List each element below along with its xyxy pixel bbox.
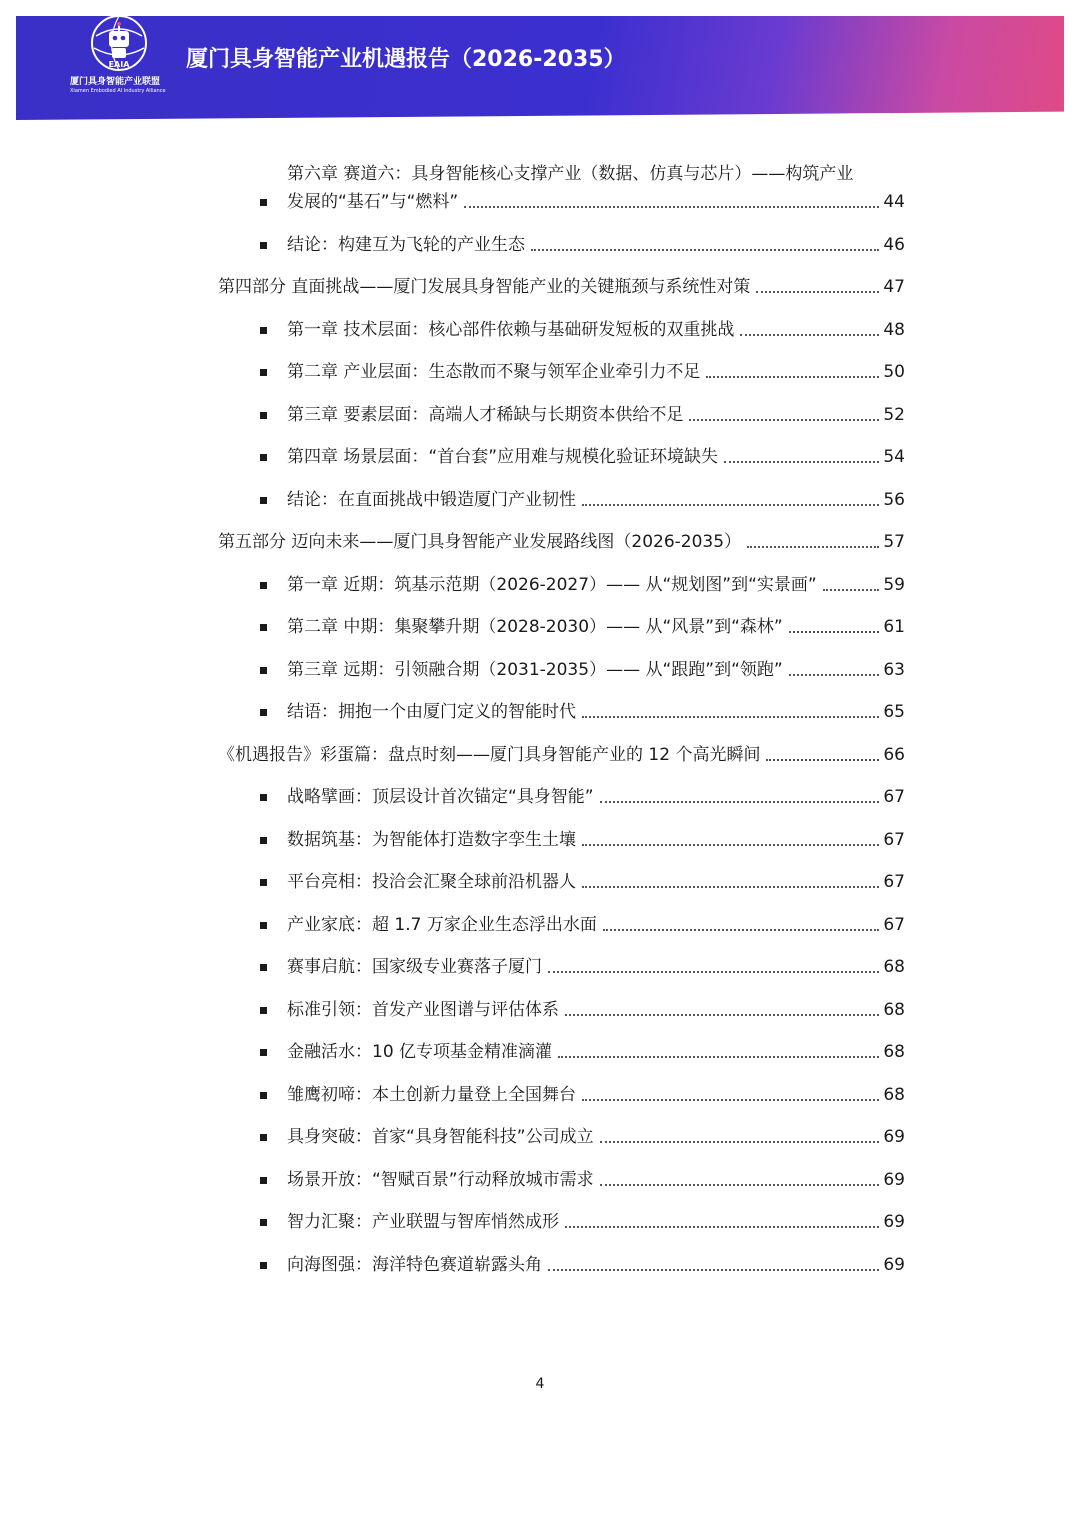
- toc-page-number: 52: [883, 404, 905, 425]
- toc-entry[interactable]: [218, 571, 905, 599]
- toc-entry[interactable]: [218, 1123, 905, 1151]
- toc-entry-title: 第二章 产业层面：生态散而不聚与领军企业牵引力不足: [287, 362, 701, 382]
- dot-leader: [724, 461, 879, 463]
- alliance-logo: [70, 14, 170, 104]
- toc-page-number: 67: [883, 914, 905, 935]
- toc-entry-title: 向海图强：海洋特色赛道崭露头角: [287, 1254, 542, 1275]
- bullet-icon: [260, 1177, 267, 1184]
- toc-page-number: 69: [883, 1212, 905, 1232]
- toc-page-number: 54: [883, 447, 905, 467]
- toc-entry[interactable]: [218, 1038, 905, 1066]
- bullet-icon: [260, 497, 267, 504]
- toc-entry-title: 第三章 远期：引领融合期（2031-2035）—— 从“跟跑”到“领跑”: [287, 659, 783, 680]
- toc-entry-title: 赛事启航：国家级专业赛落子厦门: [287, 957, 542, 977]
- toc-entry-title: 具身突破：首家“具身智能科技”公司成立: [287, 1127, 594, 1147]
- toc-entry-title: 第四部分 直面挑战——厦门发展具身智能产业的关键瓶颈与系统性对策: [218, 277, 751, 297]
- toc-page-number: 67: [883, 872, 905, 892]
- toc-entry[interactable]: [218, 1208, 905, 1236]
- toc-entry[interactable]: [218, 996, 905, 1024]
- toc-entry-title-line1: 第六章 赛道六：具身智能核心支撑产业（数据、仿真与芯片）——构筑产业: [287, 164, 854, 184]
- toc-page-number: 67: [883, 829, 905, 850]
- toc-entry[interactable]: [218, 358, 905, 386]
- bullet-icon: [260, 922, 267, 929]
- toc-entry-title: 第五部分 迈向未来——厦门具身智能产业发展路线图（2026-2035）: [218, 532, 742, 552]
- toc-page-number: 68: [883, 1042, 905, 1062]
- dot-leader: [600, 1141, 880, 1143]
- toc-entry-title: 智力汇聚：产业联盟与智库悄然成形: [287, 1212, 559, 1232]
- toc-page-number: 69: [883, 1169, 905, 1190]
- toc-page-number: 57: [883, 532, 905, 552]
- toc-entry-title: 第一章 近期：筑基示范期（2026-2027）—— 从“规划图”到“实景画”: [287, 574, 817, 595]
- dot-leader: [706, 376, 879, 378]
- toc-page-number: 63: [883, 659, 905, 680]
- toc-entry-title: 结语：拥抱一个由厦门定义的智能时代: [287, 702, 576, 722]
- toc-page-number: 48: [883, 319, 905, 340]
- alliance-name-en: Xiamen Embodied AI Industry Alliance: [70, 88, 166, 94]
- toc-entry[interactable]: [218, 316, 905, 344]
- dot-leader: [747, 546, 879, 548]
- toc-entry-title-line2: 发展的“基石”与“燃料”: [287, 192, 459, 212]
- toc-entry[interactable]: [218, 401, 905, 429]
- toc-entry-title: 第四章 场景层面：“首台套”应用难与规模化验证环境缺失: [287, 447, 719, 467]
- toc-part-entry[interactable]: [218, 528, 905, 556]
- bullet-icon: [260, 709, 267, 716]
- toc-page-number: 50: [883, 362, 905, 382]
- dot-leader: [689, 419, 879, 421]
- toc-page-number: 65: [883, 702, 905, 722]
- toc-entry-title: 战略擘画：顶层设计首次锚定“具身智能”: [287, 787, 594, 807]
- bullet-icon: [260, 1049, 267, 1056]
- toc-entry-title: 平台亮相：投洽会汇聚全球前沿机器人: [287, 872, 576, 892]
- toc-entry-title: 场景开放：“智赋百景”行动释放城市需求: [287, 1169, 594, 1190]
- toc-entry-title: 结论：在直面挑战中锻造厦门产业韧性: [287, 489, 576, 510]
- toc-entry[interactable]: [218, 486, 905, 514]
- toc-page-number: 56: [883, 489, 905, 510]
- bullet-icon: [260, 964, 267, 971]
- dot-leader: [789, 674, 880, 676]
- toc-page-number: 46: [883, 234, 905, 255]
- toc-entry[interactable]: [218, 1081, 905, 1109]
- bullet-icon: [260, 1262, 267, 1269]
- toc-page-number: 68: [883, 957, 905, 977]
- dot-leader: [548, 1269, 879, 1271]
- toc-entry[interactable]: [218, 231, 905, 259]
- dot-leader: [582, 504, 879, 506]
- logo-acronym: EAIA: [108, 60, 130, 69]
- toc-page-number: 69: [883, 1254, 905, 1275]
- dot-leader: [531, 249, 879, 251]
- toc-entry-title: 数据筑基：为智能体打造数字孪生土壤: [287, 829, 576, 850]
- toc-entry[interactable]: [218, 911, 905, 939]
- bullet-icon: [260, 327, 267, 334]
- toc-entry-title: 第三章 要素层面：高端人才稀缺与长期资本供给不足: [287, 404, 684, 425]
- bullet-icon: [260, 454, 267, 461]
- toc-part-entry[interactable]: [218, 741, 905, 769]
- toc-page-number: 61: [883, 617, 905, 637]
- page-number: 4: [535, 1376, 545, 1392]
- dot-leader: [603, 929, 880, 931]
- toc-entry-title: 标准引领：首发产业图谱与评估体系: [287, 999, 559, 1020]
- toc-entry[interactable]: [218, 656, 905, 684]
- dot-leader: [582, 844, 879, 846]
- bullet-icon: [260, 412, 267, 419]
- bullet-icon: [260, 1219, 267, 1226]
- toc-entry-title: 第一章 技术层面：核心部件依赖与基础研发短板的双重挑战: [287, 319, 735, 340]
- toc-page-number: 69: [883, 1127, 905, 1147]
- bullet-icon: [260, 624, 267, 631]
- dot-leader: [740, 334, 879, 336]
- bullet-icon: [260, 667, 267, 674]
- robot-globe-icon: [90, 14, 148, 72]
- dot-leader: [756, 291, 879, 293]
- toc-part-entry[interactable]: [218, 273, 905, 301]
- dot-leader: [565, 1226, 879, 1228]
- dot-leader: [823, 589, 880, 591]
- dot-leader: [548, 971, 879, 973]
- dot-leader: [565, 1014, 879, 1016]
- toc-entry[interactable]: [218, 443, 905, 471]
- bullet-icon: [260, 837, 267, 844]
- alliance-name: 厦门具身智能产业联盟: [70, 77, 161, 87]
- toc-page-number: 44: [883, 192, 905, 212]
- toc-entry[interactable]: [218, 826, 905, 854]
- bullet-icon: [260, 1134, 267, 1141]
- toc-entry[interactable]: [218, 1251, 905, 1279]
- toc-page-number: 66: [883, 744, 905, 765]
- toc-entry-title: 第二章 中期：集聚攀升期（2028-2030）—— 从“风景”到“森林”: [287, 617, 783, 637]
- bullet-icon: [260, 199, 267, 206]
- toc-entry-title: 雏鹰初啼：本土创新力量登上全国舞台: [287, 1084, 576, 1105]
- toc-entry[interactable]: [218, 783, 905, 811]
- dot-leader: [582, 1099, 879, 1101]
- bullet-icon: [260, 369, 267, 376]
- dot-leader: [600, 1184, 880, 1186]
- dot-leader: [789, 631, 880, 633]
- toc-page-number: 68: [883, 1084, 905, 1105]
- toc-entry-title: 《机遇报告》彩蛋篇：盘点时刻——厦门具身智能产业的 12 个高光瞬间: [218, 744, 761, 765]
- toc-entry[interactable]: [218, 698, 905, 726]
- bullet-icon: [260, 242, 267, 249]
- toc-page-number: 67: [883, 787, 905, 807]
- toc-entry[interactable]: [218, 613, 905, 641]
- bullet-icon: [260, 1007, 267, 1014]
- report-title: 厦门具身智能产业机遇报告（2026-2035）: [186, 47, 626, 72]
- toc-entry[interactable]: [218, 160, 905, 216]
- dot-leader: [582, 886, 879, 888]
- toc-entry-title: 产业家底：超 1.7 万家企业生态浮出水面: [287, 914, 597, 935]
- dot-leader: [558, 1056, 879, 1058]
- dot-leader: [766, 759, 879, 761]
- bullet-icon: [260, 1092, 267, 1099]
- bullet-icon: [260, 794, 267, 801]
- dot-leader: [582, 716, 879, 718]
- bullet-icon: [260, 879, 267, 886]
- toc-entry[interactable]: [218, 868, 905, 896]
- dot-leader: [464, 206, 879, 208]
- toc-page-number: 68: [883, 999, 905, 1020]
- toc-page-number: 59: [883, 574, 905, 595]
- toc-page-number: 47: [883, 277, 905, 297]
- bullet-icon: [260, 582, 267, 589]
- toc-entry-title: 金融活水：10 亿专项基金精准滴灌: [287, 1042, 553, 1062]
- toc-entry[interactable]: [218, 953, 905, 981]
- dot-leader: [600, 801, 880, 803]
- toc-entry-title: 结论：构建互为飞轮的产业生态: [287, 234, 525, 255]
- toc-entry[interactable]: [218, 1166, 905, 1194]
- table-of-contents: [218, 160, 905, 1293]
